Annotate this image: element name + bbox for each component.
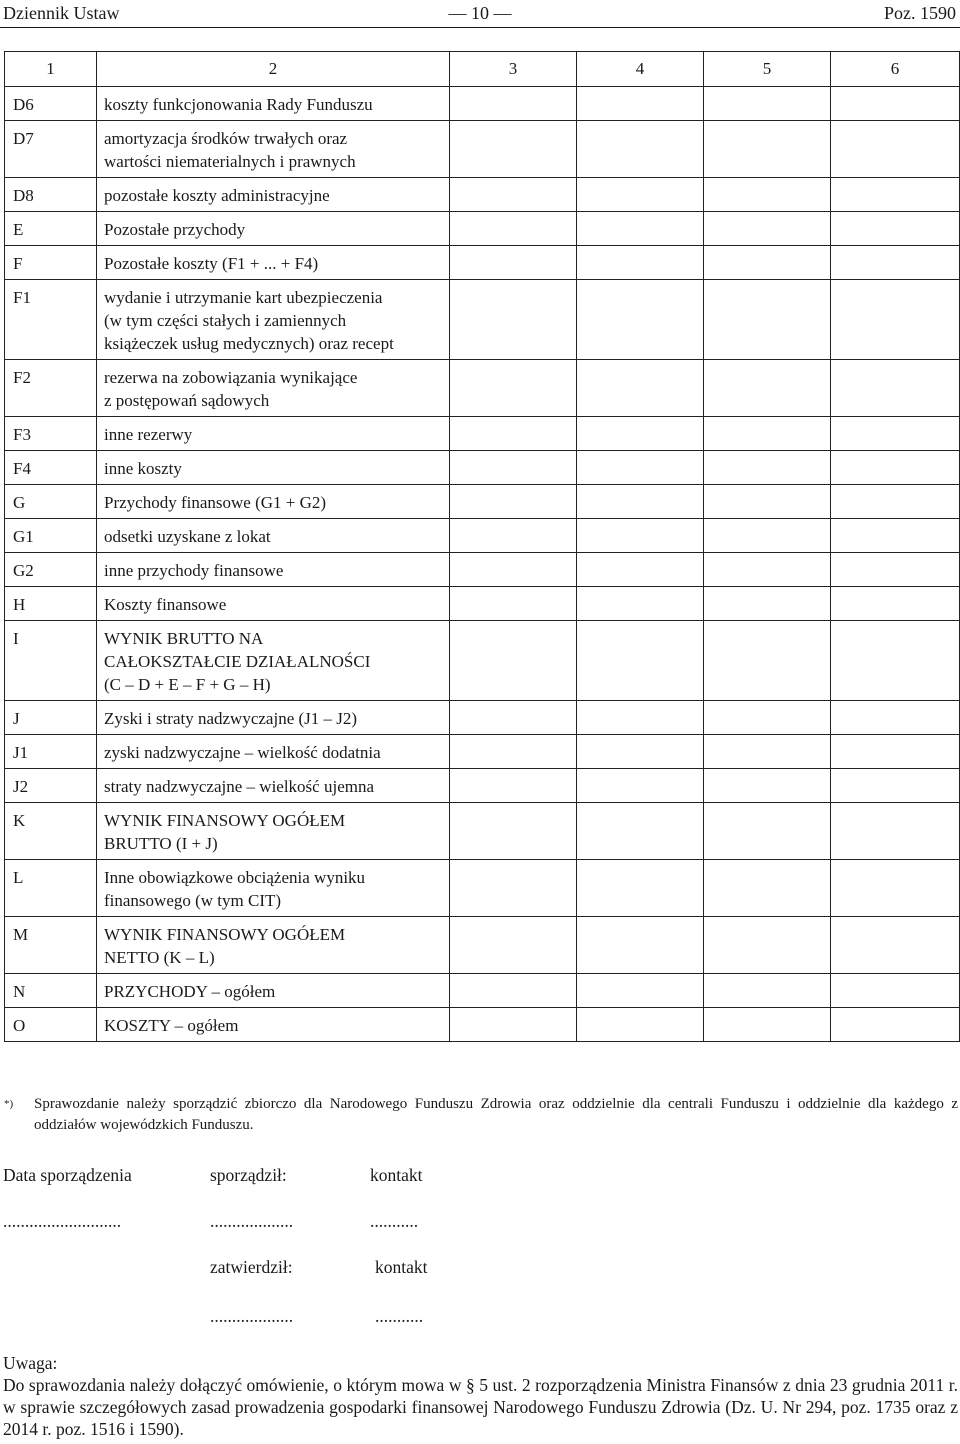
empty-value-cell [577, 860, 704, 917]
footnote-mark: *) [4, 1098, 14, 1110]
row-code: I [5, 621, 97, 701]
empty-value-cell [450, 860, 577, 917]
journal-name: Dziennik Ustaw [3, 3, 120, 23]
table-row [5, 280, 960, 360]
table-row [5, 553, 960, 587]
empty-value-cell [704, 87, 831, 121]
row-code: N [5, 974, 97, 1008]
table-row [5, 212, 960, 246]
row-description: WYNIK BRUTTO NA CAŁOKSZTAŁCIE DZIAŁALNOŚCI (C – D + E – F + G – H) [97, 621, 450, 701]
row-code: J [5, 701, 97, 735]
empty-value-cell [831, 87, 960, 121]
empty-value-cell [704, 485, 831, 519]
approved-dots: ................... [210, 1306, 294, 1326]
empty-value-cell [577, 974, 704, 1008]
table-row [5, 417, 960, 451]
row-code: E [5, 212, 97, 246]
report-table-body [5, 87, 960, 1042]
table-row [5, 1008, 960, 1042]
table-row [5, 178, 960, 212]
empty-value-cell [450, 360, 577, 417]
column-number: 1 [5, 52, 97, 87]
empty-value-cell [704, 178, 831, 212]
empty-value-cell [704, 360, 831, 417]
row-code: F [5, 246, 97, 280]
empty-value-cell [704, 121, 831, 178]
row-description: Pozostałe przychody [97, 212, 450, 246]
empty-value-cell [450, 769, 577, 803]
table-row [5, 860, 960, 917]
empty-value-cell [831, 485, 960, 519]
empty-value-cell [831, 917, 960, 974]
empty-value-cell [704, 451, 831, 485]
empty-value-cell [450, 121, 577, 178]
empty-value-cell [450, 735, 577, 769]
row-description: WYNIK FINANSOWY OGÓŁEM NETTO (K – L) [97, 917, 450, 974]
footnote-text: Sprawozdanie należy sporządzić zbiorczo dla Narodowego Funduszu Zdrowia oraz oddzielnie dla centrali Funduszu i oddzielnie dla każdego z oddziałów wojewódzkich Funduszu. [34, 1096, 958, 1133]
empty-value-cell [450, 519, 577, 553]
row-code: D7 [5, 121, 97, 178]
row-code: J1 [5, 735, 97, 769]
column-number: 6 [831, 52, 960, 87]
empty-value-cell [704, 417, 831, 451]
table-row [5, 769, 960, 803]
row-description: WYNIK FINANSOWY OGÓŁEM BRUTTO (I + J) [97, 803, 450, 860]
empty-value-cell [450, 280, 577, 360]
table-row [5, 621, 960, 701]
row-code: O [5, 1008, 97, 1042]
empty-value-cell [450, 1008, 577, 1042]
table-row [5, 735, 960, 769]
empty-value-cell [704, 553, 831, 587]
empty-value-cell [450, 621, 577, 701]
row-description: Przychody finansowe (G1 + G2) [97, 485, 450, 519]
empty-value-cell [577, 360, 704, 417]
row-description: koszty funkcjonowania Rady Funduszu [97, 87, 450, 121]
row-code: G2 [5, 553, 97, 587]
empty-value-cell [831, 587, 960, 621]
empty-value-cell [577, 451, 704, 485]
empty-value-cell [704, 974, 831, 1008]
empty-value-cell [831, 178, 960, 212]
table-row [5, 701, 960, 735]
row-code: J2 [5, 769, 97, 803]
row-description: pozostałe koszty administracyjne [97, 178, 450, 212]
column-number: 3 [450, 52, 577, 87]
empty-value-cell [831, 417, 960, 451]
empty-value-cell [450, 212, 577, 246]
row-code: K [5, 803, 97, 860]
row-code: F1 [5, 280, 97, 360]
empty-value-cell [450, 701, 577, 735]
row-code: D8 [5, 178, 97, 212]
empty-value-cell [577, 121, 704, 178]
empty-value-cell [704, 621, 831, 701]
column-number: 2 [97, 52, 450, 87]
empty-value-cell [831, 701, 960, 735]
table-row [5, 246, 960, 280]
row-description: rezerwa na zobowiązania wynikające z postępowań sądowych [97, 360, 450, 417]
empty-value-cell [450, 178, 577, 212]
empty-value-cell [704, 1008, 831, 1042]
empty-value-cell [831, 621, 960, 701]
date-label: Data sporządzenia [3, 1165, 132, 1185]
contact-label-2: kontakt [375, 1257, 428, 1277]
empty-value-cell [831, 519, 960, 553]
empty-value-cell [831, 769, 960, 803]
empty-value-cell [577, 803, 704, 860]
row-description: Koszty finansowe [97, 587, 450, 621]
empty-value-cell [577, 246, 704, 280]
date-dots: ........................... [3, 1211, 122, 1231]
empty-value-cell [704, 803, 831, 860]
empty-value-cell [831, 360, 960, 417]
empty-value-cell [450, 451, 577, 485]
empty-value-cell [831, 1008, 960, 1042]
empty-value-cell [704, 246, 831, 280]
row-description: inne przychody finansowe [97, 553, 450, 587]
empty-value-cell [450, 246, 577, 280]
row-code: L [5, 860, 97, 917]
approved-label: zatwierdził: [210, 1257, 293, 1277]
row-code: F3 [5, 417, 97, 451]
empty-value-cell [577, 1008, 704, 1042]
empty-value-cell [704, 769, 831, 803]
empty-value-cell [577, 553, 704, 587]
empty-value-cell [577, 519, 704, 553]
empty-value-cell [450, 87, 577, 121]
empty-value-cell [831, 212, 960, 246]
empty-value-cell [577, 735, 704, 769]
empty-value-cell [577, 280, 704, 360]
empty-value-cell [450, 417, 577, 451]
empty-value-cell [577, 769, 704, 803]
column-numbers-row [5, 52, 960, 87]
empty-value-cell [704, 860, 831, 917]
row-description: KOSZTY – ogółem [97, 1008, 450, 1042]
empty-value-cell [704, 280, 831, 360]
header-rule [0, 27, 960, 28]
table-row [5, 121, 960, 178]
column-number: 4 [577, 52, 704, 87]
row-description: inne koszty [97, 451, 450, 485]
empty-value-cell [577, 587, 704, 621]
empty-value-cell [704, 917, 831, 974]
position-number: Poz. 1590 [884, 3, 956, 23]
table-row [5, 974, 960, 1008]
contact-dots: ........... [370, 1211, 419, 1231]
empty-value-cell [450, 587, 577, 621]
empty-value-cell [450, 917, 577, 974]
table-row [5, 803, 960, 860]
row-code: F2 [5, 360, 97, 417]
row-description: straty nadzwyczajne – wielkość ujemna [97, 769, 450, 803]
prepared-dots: ................... [210, 1211, 294, 1231]
empty-value-cell [450, 803, 577, 860]
row-code: M [5, 917, 97, 974]
row-description: Zyski i straty nadzwyczajne (J1 – J2) [97, 701, 450, 735]
row-code: D6 [5, 87, 97, 121]
row-code: H [5, 587, 97, 621]
row-description: PRZYCHODY – ogółem [97, 974, 450, 1008]
empty-value-cell [831, 803, 960, 860]
empty-value-cell [704, 587, 831, 621]
row-description: odsetki uzyskane z lokat [97, 519, 450, 553]
prepared-label: sporządził: [210, 1165, 287, 1185]
row-code: G1 [5, 519, 97, 553]
empty-value-cell [577, 917, 704, 974]
empty-value-cell [831, 974, 960, 1008]
row-description: Inne obowiązkowe obciążenia wyniku finansowego (w tym CIT) [97, 860, 450, 917]
table-row [5, 451, 960, 485]
row-description: amortyzacja środków trwałych oraz wartości niematerialnych i prawnych [97, 121, 450, 178]
row-code: F4 [5, 451, 97, 485]
empty-value-cell [577, 621, 704, 701]
empty-value-cell [450, 553, 577, 587]
empty-value-cell [704, 212, 831, 246]
column-number: 5 [704, 52, 831, 87]
empty-value-cell [577, 417, 704, 451]
empty-value-cell [831, 246, 960, 280]
empty-value-cell [831, 451, 960, 485]
page-number: — 10 — [448, 3, 512, 23]
empty-value-cell [831, 860, 960, 917]
row-description: wydanie i utrzymanie kart ubezpieczenia (w tym części stałych i zamiennych książeczek usług medycznych) oraz recept [97, 280, 450, 360]
row-code: G [5, 485, 97, 519]
empty-value-cell [831, 280, 960, 360]
table-row [5, 87, 960, 121]
empty-value-cell [577, 701, 704, 735]
empty-value-cell [450, 485, 577, 519]
empty-value-cell [577, 485, 704, 519]
footnote [4, 1094, 958, 1136]
empty-value-cell [450, 974, 577, 1008]
note [3, 1352, 958, 1440]
empty-value-cell [704, 519, 831, 553]
empty-value-cell [831, 735, 960, 769]
empty-value-cell [577, 178, 704, 212]
empty-value-cell [831, 121, 960, 178]
contact-dots-2: ........... [375, 1306, 424, 1326]
empty-value-cell [704, 735, 831, 769]
empty-value-cell [577, 212, 704, 246]
empty-value-cell [704, 701, 831, 735]
contact-label: kontakt [370, 1165, 423, 1185]
row-description: inne rezerwy [97, 417, 450, 451]
table-row [5, 360, 960, 417]
table-row [5, 485, 960, 519]
row-description: Pozostałe koszty (F1 + ... + F4) [97, 246, 450, 280]
report-table [4, 51, 960, 1042]
empty-value-cell [831, 553, 960, 587]
row-description: zyski nadzwyczajne – wielkość dodatnia [97, 735, 450, 769]
table-row [5, 519, 960, 553]
empty-value-cell [577, 87, 704, 121]
note-text: Do sprawozdania należy dołączyć omówienie, o którym mowa w § 5 ust. 2 rozporządzenia Ministra Finansów z dnia 23 grudnia 2011 r. w sprawie szczegółowych zasad prowadzenia gospodarki finansowej Narodowego Funduszu Zdrowia (Dz. U. Nr 294, poz. 1735 oraz z 2014 r. poz. 1516 i 1590). [3, 1375, 958, 1439]
table-row [5, 587, 960, 621]
table-row [5, 917, 960, 974]
note-title: Uwaga: [3, 1353, 58, 1373]
